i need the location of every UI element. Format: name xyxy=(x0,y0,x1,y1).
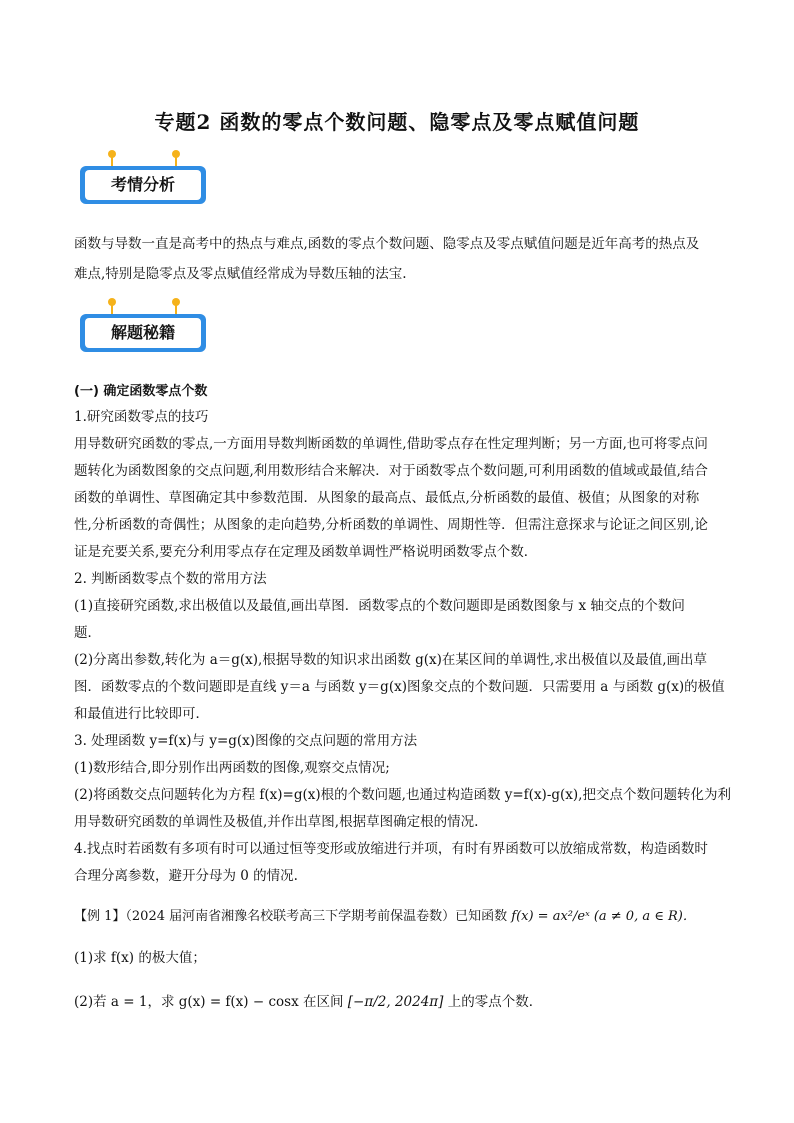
section-badge-secrets xyxy=(80,298,206,340)
body-line: (1)数形结合,即分别作出两函数的图像,观察交点情况; xyxy=(74,760,390,776)
example-formula: f(x) = ax²/eˣ (a ≠ 0, a ∈ R)． xyxy=(511,909,696,924)
example-heading xyxy=(74,905,696,924)
body-line: 4.找点时若函数有多项有时可以通过恒等变形或放缩进行并项，有时有界函数可以放缩成常数，构造函数时 xyxy=(74,841,708,857)
subheading-3: 3. 处理函数 y=f(x)与 y=g(x)图像的交点问题的常用方法 xyxy=(74,733,418,749)
question-2 xyxy=(74,990,542,1010)
body-line: 和最值进行比较即可． xyxy=(74,706,209,722)
intro-line-2: 难点,特别是隐零点及零点赋值经常成为导数压轴的法宝. xyxy=(74,266,407,282)
body-line: 性,分析函数的奇偶性；从图象的走向趋势,分析函数的单调性、周期性等．但需注意探求与论证之间区别,论 xyxy=(74,517,708,533)
subheading-2: 2. 判断函数零点个数的常用方法 xyxy=(74,571,267,587)
page-title: 专题2 函数的零点个数问题、隐零点及零点赋值问题 xyxy=(154,110,640,134)
question-2-prefix: (2)若 a = 1，求 g(x) = f(x) − cosx 在区间 xyxy=(74,994,344,1010)
body-line: 合理分离参数，避开分母为 0 的情况. xyxy=(74,868,298,884)
badge-label: 考情分析 xyxy=(85,170,201,200)
section-badge-analysis xyxy=(80,150,206,192)
body-line: (1)直接研究函数,求出极值以及最值,画出草图．函数零点的个数问题即是函数图象与 x 轴交点的个数问 xyxy=(74,598,685,614)
body-line: (2)分离出参数,转化为 a＝g(x),根据导数的知识求出函数 g(x)在某区间的单调性,求出极值以及最值,画出草 xyxy=(74,652,707,668)
badge-label: 解题秘籍 xyxy=(85,318,201,348)
body-line: 题． xyxy=(74,625,101,641)
body-line: 图．函数零点的个数问题即是直线 y＝a 与函数 y＝g(x)图象交点的个数问题．只需要用 a 与函数 g(x)的极值 xyxy=(74,679,725,695)
question-2-interval: [−π/2, 2024π] xyxy=(347,994,444,1010)
body-line: 用导数研究函数的单调性及极值,并作出草图,根据草图确定根的情况. xyxy=(74,814,479,830)
question-2-suffix: 上的零点个数． xyxy=(447,994,543,1010)
subheading-1: 1.研究函数零点的技巧 xyxy=(74,409,209,425)
body-line: 题转化为函数图象的交点问题,利用数形结合来解决．对于函数零点个数问题,可利用函数的值域或最值,结合 xyxy=(74,463,708,479)
body-line: 用导数研究函数的零点,一方面用导数判断函数的单调性,借助零点存在性定理判断；另一方面,也可将零点问 xyxy=(74,436,708,452)
question-1: (1)求 f(x) 的极大值； xyxy=(74,950,206,966)
intro-line-1: 函数与导数一直是高考中的热点与难点,函数的零点个数问题、隐零点及零点赋值问题是近年高考的热点及 xyxy=(74,236,700,252)
example-source: 【例 1】（2024 届河南省湘豫名校联考高三下学期考前保温卷数）已知函数 xyxy=(74,909,508,924)
body-line: 证是充要关系,要充分利用零点存在定理及函数单调性严格说明函数零点个数． xyxy=(74,544,538,560)
section-heading: (一) 确定函数零点个数 xyxy=(74,384,208,399)
body-line: 函数的单调性、草图确定其中参数范围．从图象的最高点、最低点,分析函数的最值、极值；从图象的对称 xyxy=(74,490,700,506)
body-line: (2)将函数交点问题转化为方程 f(x)=g(x)根的个数问题,也通过构造函数 y=f(x)-g(x),把交点个数问题转化为利 xyxy=(74,787,731,803)
